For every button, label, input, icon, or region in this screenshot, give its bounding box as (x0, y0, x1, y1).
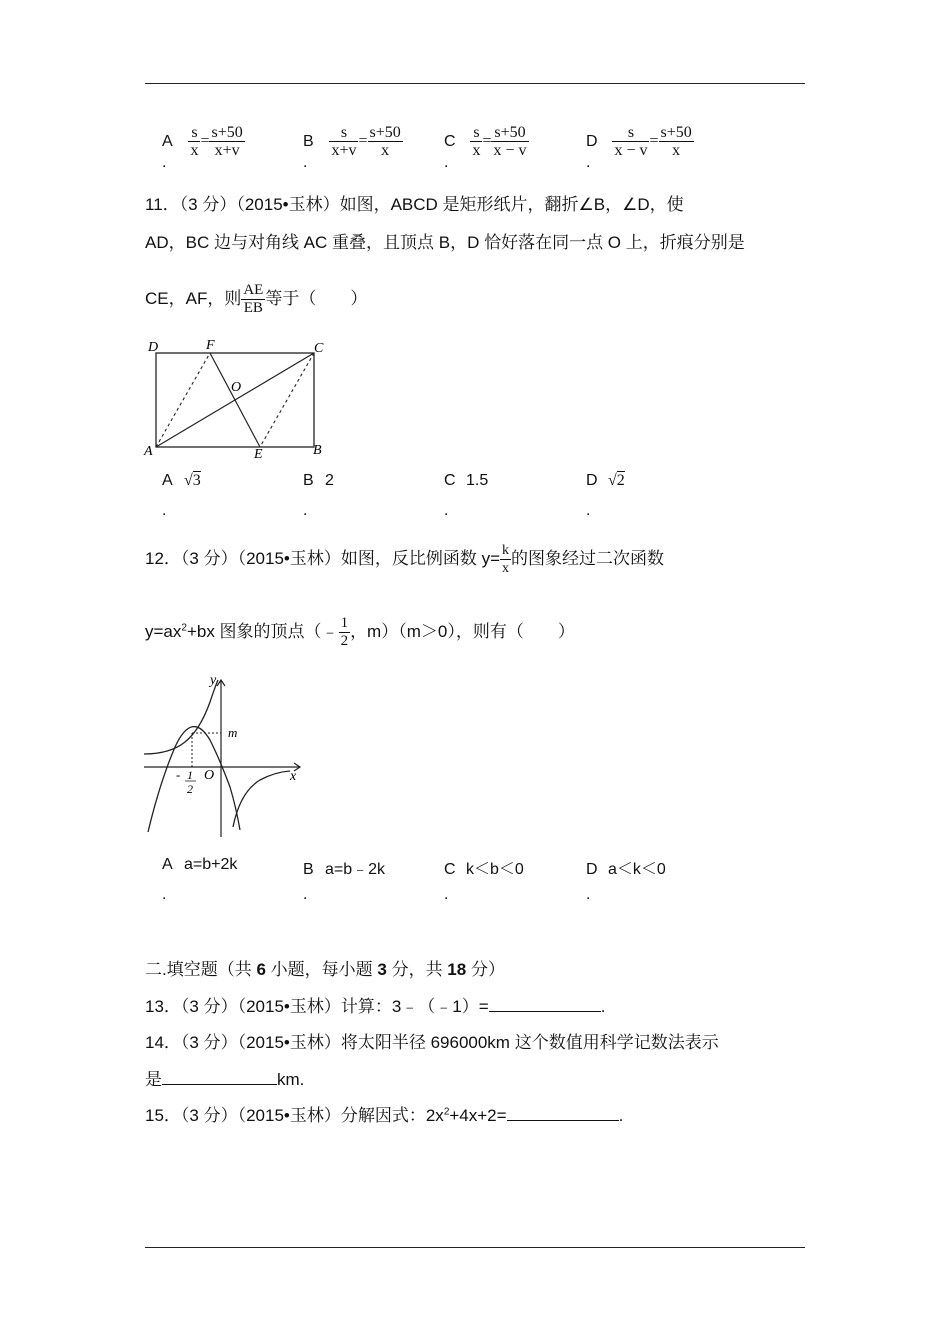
label-b: B (313, 443, 322, 458)
label-x: x (290, 769, 297, 784)
half-fraction: $\frac{1}{2}$ (340, 615, 349, 649)
label-o: O (231, 380, 242, 395)
q11-option-d[interactable]: D √2 . (586, 472, 625, 519)
option-letter: A (162, 856, 173, 873)
option-letter: C (444, 472, 456, 489)
sqrt-sign: √ (184, 472, 193, 489)
section-2-heading: 二.填空题（共 6 小题，每小题 3 分，共 18 分） (145, 960, 505, 979)
ae-eb-fraction: $\frac{AE}{EB}$ (243, 282, 264, 316)
q14-line-1: 14．（3 分）（2015•玉林）将太阳半径 696000km 这个数值用科学记数法表示 (145, 1033, 719, 1052)
label-half-den: 2 (187, 782, 193, 796)
q12-option-a[interactable]: A a=b+2k . (162, 856, 238, 903)
option-letter: A (162, 132, 173, 150)
q11-line-2: AD，BC 边与对角线 AC 重叠，且顶点 B，D 恰好落在同一点 O 上，折痕分别是 (145, 233, 745, 252)
option-letter: B (303, 472, 314, 489)
sqrt-sign: √ (608, 472, 617, 489)
q12-option-b[interactable]: B a=b﹣2k . (303, 861, 386, 903)
q13-answer-blank[interactable] (489, 996, 601, 1012)
option-letter: A (162, 472, 173, 489)
q11-line-3: CE，AF，则 $\frac{AE}{EB}$ 等于（ ） (145, 282, 368, 316)
label-a: A (144, 444, 153, 459)
label-minus: - (176, 767, 181, 782)
header-rule (145, 83, 805, 84)
q15: 15．（3 分）（2015•玉林）分解因式：$2x^2+4x+2=$ . (145, 1106, 624, 1125)
q10-option-b[interactable]: B $\frac{s}{x+v}$ = $\frac{s+50}{x}$ . (303, 124, 401, 171)
q14-line-2: 是 km. (145, 1070, 305, 1089)
option-letter: D (586, 132, 598, 150)
option-letter: B (303, 861, 314, 878)
fraction: $\frac{s}{x+v}$ (331, 124, 357, 159)
fraction: $\frac{s+50}{x}$ (369, 124, 401, 159)
label-y: y (210, 673, 217, 688)
fraction: $\frac{s+50}{x}$ (660, 124, 692, 159)
footer-rule (145, 1247, 805, 1248)
q11-line-1: 11．（3 分）（2015•玉林）如图，ABCD 是矩形纸片，翻折∠B，∠D，使 (145, 195, 684, 214)
q12-line-1: 12．（3 分）（2015•玉林）如图，反比例函数 y= $\frac{k}{x}$ 的图象经过二次函数 (145, 543, 665, 576)
q11-option-c[interactable]: C 1.5 . (444, 472, 489, 519)
label-d: D (148, 340, 159, 355)
q14-answer-blank[interactable] (162, 1069, 277, 1085)
q15-answer-blank[interactable] (507, 1105, 619, 1121)
label-m: m (228, 725, 238, 740)
option-letter: C (444, 861, 456, 878)
fraction: $\frac{s}{x - v}$ (614, 124, 648, 159)
q13: 13．（3 分）（2015•玉林）计算：3﹣（﹣1）= . (145, 997, 606, 1016)
q12-line-2: $y=ax^2+bx$ 图象的顶点（﹣ $\frac{1}{2}$ ，m）（m＞0），则有（ ） (145, 615, 575, 649)
fraction: $\frac{s}{x}$ (472, 124, 481, 159)
function-graph-figure (140, 672, 310, 842)
label-o: O (204, 768, 215, 783)
label-e: E (254, 447, 263, 460)
option-letter: B (303, 132, 314, 150)
q10-option-a[interactable]: A $\frac{s}{x}$ = $\frac{s+50}{x+v}$ . (162, 124, 243, 171)
option-letter: C (444, 132, 456, 150)
q11-option-b[interactable]: B 2 . (303, 472, 334, 519)
label-c: C (314, 341, 324, 356)
q11-option-a[interactable]: A √3 . (162, 472, 201, 519)
rectangle-fold-figure (140, 335, 340, 460)
option-letter: D (586, 861, 598, 878)
q12-option-d[interactable]: D a＜k＜0 . (586, 861, 666, 903)
q10-option-c[interactable]: C $\frac{s}{x}$ = $\frac{s+50}{x - v}$ . (444, 124, 527, 171)
q10-option-d[interactable]: D $\frac{s}{x - v}$ = $\frac{s+50}{x}$ . (586, 124, 692, 171)
label-half-num: 1 (187, 768, 193, 782)
k-over-x-fraction: $\frac{k}{x}$ (502, 543, 510, 576)
label-f: F (206, 338, 215, 353)
fraction: $\frac{s+50}{x+v}$ (211, 124, 243, 159)
fraction: $\frac{s+50}{x - v}$ (493, 124, 527, 159)
option-letter: D (586, 472, 598, 489)
fraction: $\frac{s}{x}$ (190, 124, 199, 159)
q12-option-c[interactable]: C k＜b＜0 . (444, 861, 524, 903)
